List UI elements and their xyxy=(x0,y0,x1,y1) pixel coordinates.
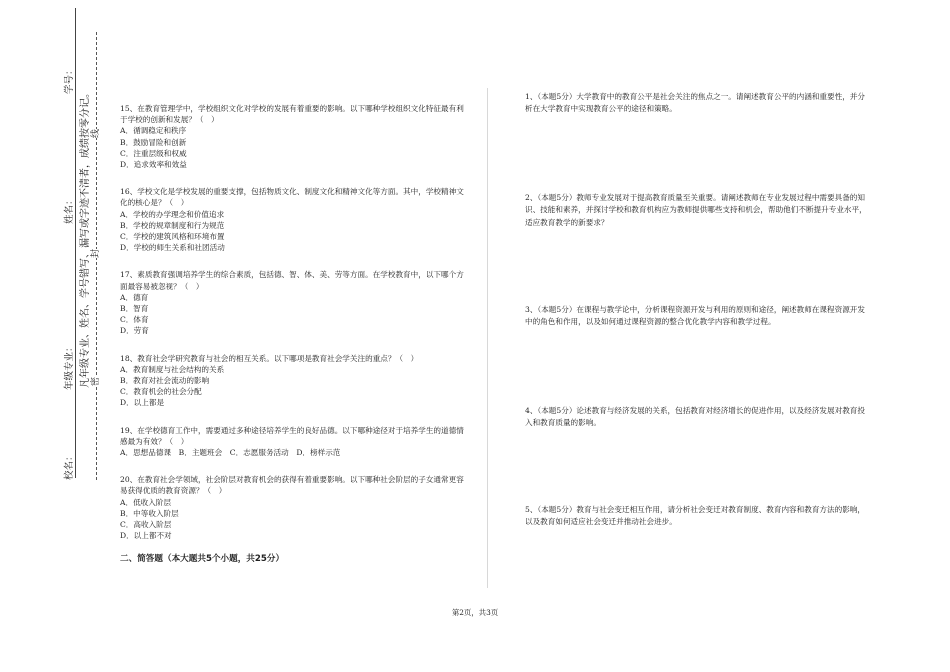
cut-mark-xian: 线 xyxy=(91,128,101,138)
question-stem: 20、在教育社会学领域，社会阶层对教育机会的获得有着重要影响。以下哪种社会阶层的子女通常更容易获得优质的教育资源？（ ） xyxy=(120,475,464,496)
option-a: A．德育 xyxy=(120,292,149,302)
option-b: B．学校的规章制度和行为规范 xyxy=(120,220,225,230)
options-inline: A．思想品德课 B．主题班会 C．志愿服务活动 D．榜样示范 xyxy=(120,448,341,458)
option-c: C．体育 xyxy=(120,315,149,325)
choice-question-column xyxy=(120,103,465,565)
option-a: A．低收入阶层 xyxy=(120,497,172,507)
page-footer: 第2页，共3页 xyxy=(451,608,499,617)
option-d: D．追求效率和效益 xyxy=(120,160,187,170)
option-b: B．中等收入阶层 xyxy=(120,508,179,518)
binding-margin xyxy=(0,0,110,672)
option-d: D．以上都是 xyxy=(120,398,165,408)
option-c: C．教育机会的社会分配 xyxy=(120,387,202,397)
choice-question xyxy=(120,186,465,253)
cut-mark-mi: 密 xyxy=(91,376,101,386)
cut-mark-feng: 封 xyxy=(91,248,101,258)
choice-question xyxy=(120,353,465,409)
question-stem: 16、学校文化是学校发展的重要支撑，包括物质文化、制度文化和精神文化等方面。其中，学校精神文化的核心是？（ ） xyxy=(120,187,464,208)
option-d: D．劳育 xyxy=(120,326,149,336)
question-stem: 15、在教育管理学中，学校组织文化对学校的发展有着重要的影响。以下哪种学校组织文化特征最有利于学校的创新和发展？（ ） xyxy=(120,104,464,125)
choice-question xyxy=(120,474,465,541)
option-b: B．鼓励冒险和创新 xyxy=(120,137,187,147)
grade-label: 年级专业： xyxy=(64,342,75,390)
choice-question xyxy=(120,269,465,336)
choice-question xyxy=(120,425,465,459)
binding-notice: 凡年级专业、姓名、学号错写、漏写或字迹不清者，成绩按零分记。 xyxy=(80,88,91,388)
short-answer-question: 4、（本题5分）论述教育与经济发展的关系，包括教育对经济增长的促进作用，以及经济发展对教育投入和教育质量的影响。 xyxy=(525,406,865,428)
option-d: D．以上都不对 xyxy=(120,531,172,541)
option-b: B．智育 xyxy=(120,304,149,314)
column-divider xyxy=(487,88,488,588)
option-d: D．学校的师生关系和社团活动 xyxy=(120,243,225,253)
short-answer-question: 3、（本题5分）在课程与教学论中，分析课程资源开发与利用的原则和途径，阐述教师在课程资源开发中的角色和作用，以及如何通过课程资源的整合优化教学内容和教学过程。 xyxy=(525,305,865,327)
option-a: A．学校的办学理念和价值追求 xyxy=(120,209,225,219)
option-c: C．高收入阶层 xyxy=(120,520,172,530)
name-label: 姓名： xyxy=(64,195,75,224)
option-a: A．教育制度与社会结构的关系 xyxy=(120,364,225,374)
section-two-heading: 二、简答题（本大题共5个小题，共25分） xyxy=(120,553,285,564)
short-answer-question: 1、（本题5分）大学教育中的教育公平是社会关注的焦点之一。请阐述教育公平的内涵和重要性，并分析在大学教育中实现教育公平的途径和策略。 xyxy=(525,92,865,114)
option-b: B．教育对社会流动的影响 xyxy=(120,376,210,386)
option-c: C．学校的建筑风格和环境布置 xyxy=(120,232,225,242)
option-c: C．注重层级和权威 xyxy=(120,148,187,158)
option-a: A．循调稳定和秩序 xyxy=(120,126,187,136)
student-id-label: 学号： xyxy=(64,65,75,94)
school-label: 校名： xyxy=(64,451,75,480)
binding-solid-line xyxy=(75,8,76,478)
question-stem: 17、素质教育强调培养学生的综合素质，包括德、智、体、美、劳等方面。在学校教育中，以下哪个方面最容易被忽视？（ ） xyxy=(120,270,464,291)
short-answer-question: 5、（本题5分）教育与社会变迁相互作用，请分析社会变迁对教育制度、教育内容和教育方法的影响，以及教育如何适应社会变迁并推动社会进步。 xyxy=(525,505,865,527)
question-stem: 19、在学校德育工作中，需要通过多种途径培养学生的良好品德。以下哪种途径对于培养学生的道德情感最为有效？（ ） xyxy=(120,425,464,446)
question-stem: 18、教育社会学研究教育与社会的相互关系。以下哪项是教育社会学关注的重点？（ ） xyxy=(120,353,419,363)
short-answer-question: 2、（本题5分）教师专业发展对于提高教育质量至关重要。请阐述教师在专业发展过程中需要具备的知识、技能和素养，并探讨学校和教育机构应为教师提供哪些支持和机会，帮助他们不断提升专业水平，适应教育教学的新要求？ xyxy=(525,193,867,227)
choice-question xyxy=(120,103,465,170)
